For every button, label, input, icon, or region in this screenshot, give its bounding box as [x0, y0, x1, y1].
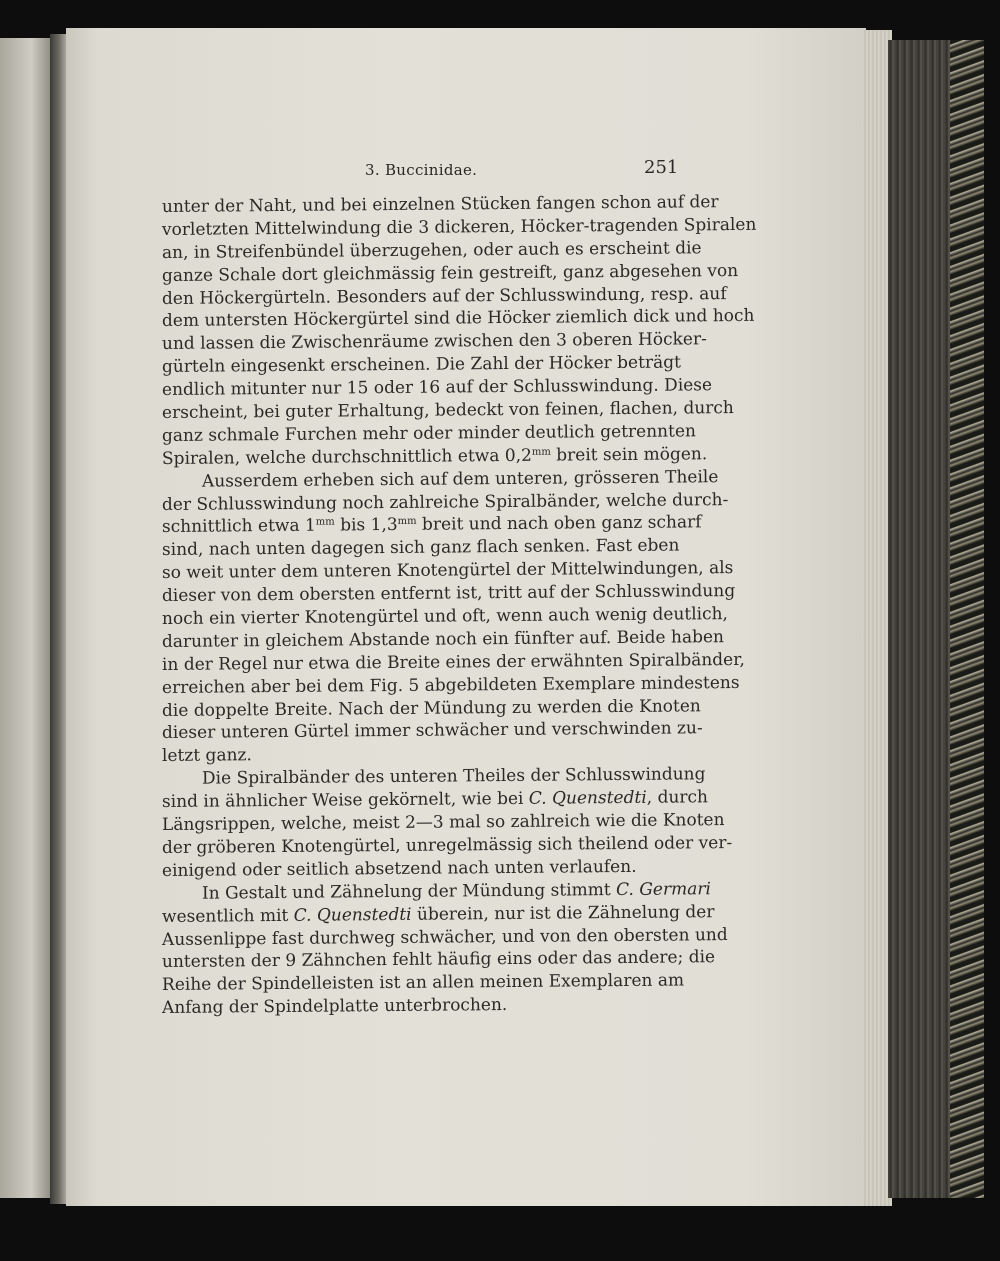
text-line: Die Spiralbänder des unteren Theiles der Schlusswindung [201, 764, 706, 789]
text-fragment: breit sein mögen. [550, 444, 708, 466]
text-fragment: schnittlich etwa 1 [161, 516, 316, 538]
text-line: der Schlusswindung noch zahlreiche Spiralbänder, welche durch- [161, 489, 729, 515]
text-line: der gröberen Knotengürtel, unregelmässig sich theilend oder ver- [161, 832, 733, 858]
text-line: dieser unteren Gürtel immer schwächer und verschwinden zu- [161, 718, 703, 744]
body-text [161, 192, 757, 1020]
unit-superscript: mm [531, 446, 551, 458]
text-line: und lassen die Zwischenräume zwischen den 3 oberen Höcker- [161, 329, 707, 355]
page-edges-shadow [888, 40, 956, 1198]
text-fragment: sind in ähnlicher Weise gekörnelt, wie bei [161, 788, 529, 813]
text-fragment: wesentlich mit [161, 905, 294, 927]
marbled-cover [950, 40, 984, 1198]
species-name: C. Germari [615, 878, 711, 900]
species-name: C. Quenstedti [528, 787, 647, 809]
text-line: letzt ganz. [161, 745, 252, 767]
text-line: darunter in gleichem Abstande noch ein fünfter auf. Beide haben [161, 627, 725, 652]
text-line: dem untersten Höckergürtel sind die Höcker ziemlich dick und hoch [161, 306, 755, 332]
text-fragment: breit und nach oben ganz scharf [416, 512, 702, 536]
text-line: in der Regel nur etwa die Breite eines der erwähnten Spiralbänder, [161, 649, 745, 675]
text-line: einigend oder seitlich absetzend nach unten verlaufen. [161, 856, 637, 881]
text-fragment: Spiralen, welche durchschnittlich etwa 0,2 [161, 445, 532, 469]
text-line: Reihe der Spindelleisten ist an allen meinen Exemplaren am [161, 970, 685, 996]
text-fragment: bis 1,3 [334, 515, 398, 536]
text-line: Aussenlippe fast durchweg schwächer, und von den obersten und [161, 924, 728, 950]
species-name: C. Quenstedti [293, 904, 412, 926]
text-line: Längsrippen, welche, meist 2—3 mal so zahlreich wie die Knoten [161, 810, 725, 836]
text-line: vorletzten Mittelwindung die 3 dickeren, Höcker-tragenden Spiralen [161, 214, 757, 240]
text-line: an, in Streifenbündel überzugehen, oder auch es erscheint die [161, 238, 702, 263]
text-fragment: überein, nur ist die Zähnelung der [411, 901, 715, 925]
text-line: unter der Naht, und bei einzelnen Stücken fangen schon auf der [161, 192, 719, 217]
unit-superscript: mm [315, 516, 335, 529]
text-fragment: In Gestalt und Zähnelung der Mündung stimmt [201, 879, 617, 904]
text-fragment: , durch [646, 787, 709, 808]
text-line: untersten der 9 Zähnchen fehlt häufig eins oder das andere; die [161, 947, 716, 973]
text-line: gürteln eingesenkt erscheinen. Die Zahl der Höcker beträgt [161, 352, 681, 378]
text-line: sind, nach unten dagegen sich ganz flach senken. Fast eben [161, 535, 680, 561]
unit-superscript: mm [397, 516, 417, 528]
text-line: die doppelte Breite. Nach der Mündung zu werden die Knoten [161, 695, 701, 721]
text-line: dieser von dem obersten entfernt ist, tritt auf der Schlusswindung [161, 581, 736, 607]
text-line: noch ein vierter Knotengürtel und oft, wenn auch wenig deutlich, [161, 604, 729, 630]
text-line: ganz schmale Furchen mehr oder minder deutlich getrennten [161, 421, 697, 446]
text-line: Anfang der Spindelplatte unterbrochen. [161, 995, 508, 1019]
running-header: 3. Buccinidae. [365, 161, 478, 179]
text-line: endlich mitunter nur 15 oder 16 auf der Schlusswindung. Diese [161, 375, 713, 401]
text-line: ganze Schale dort gleichmässig fein gestreift, ganz abgesehen von [161, 260, 739, 286]
text-line: erscheint, bei guter Erhaltung, bedeckt von feinen, flachen, durch [161, 398, 734, 424]
text-line: erreichen aber bei dem Fig. 5 abgebildeten Exemplare mindestens [161, 672, 740, 698]
text-line: Ausserdem erheben sich auf dem unteren, grösseren Theile [201, 466, 719, 492]
left-page-edge [0, 38, 52, 1198]
page-number: 251 [644, 157, 679, 178]
text-line: den Höckergürteln. Besonders auf der Schlusswindung, resp. auf [161, 283, 727, 309]
text-line: so weit unter dem unteren Knotengürtel der Mittelwindungen, als [161, 558, 734, 584]
